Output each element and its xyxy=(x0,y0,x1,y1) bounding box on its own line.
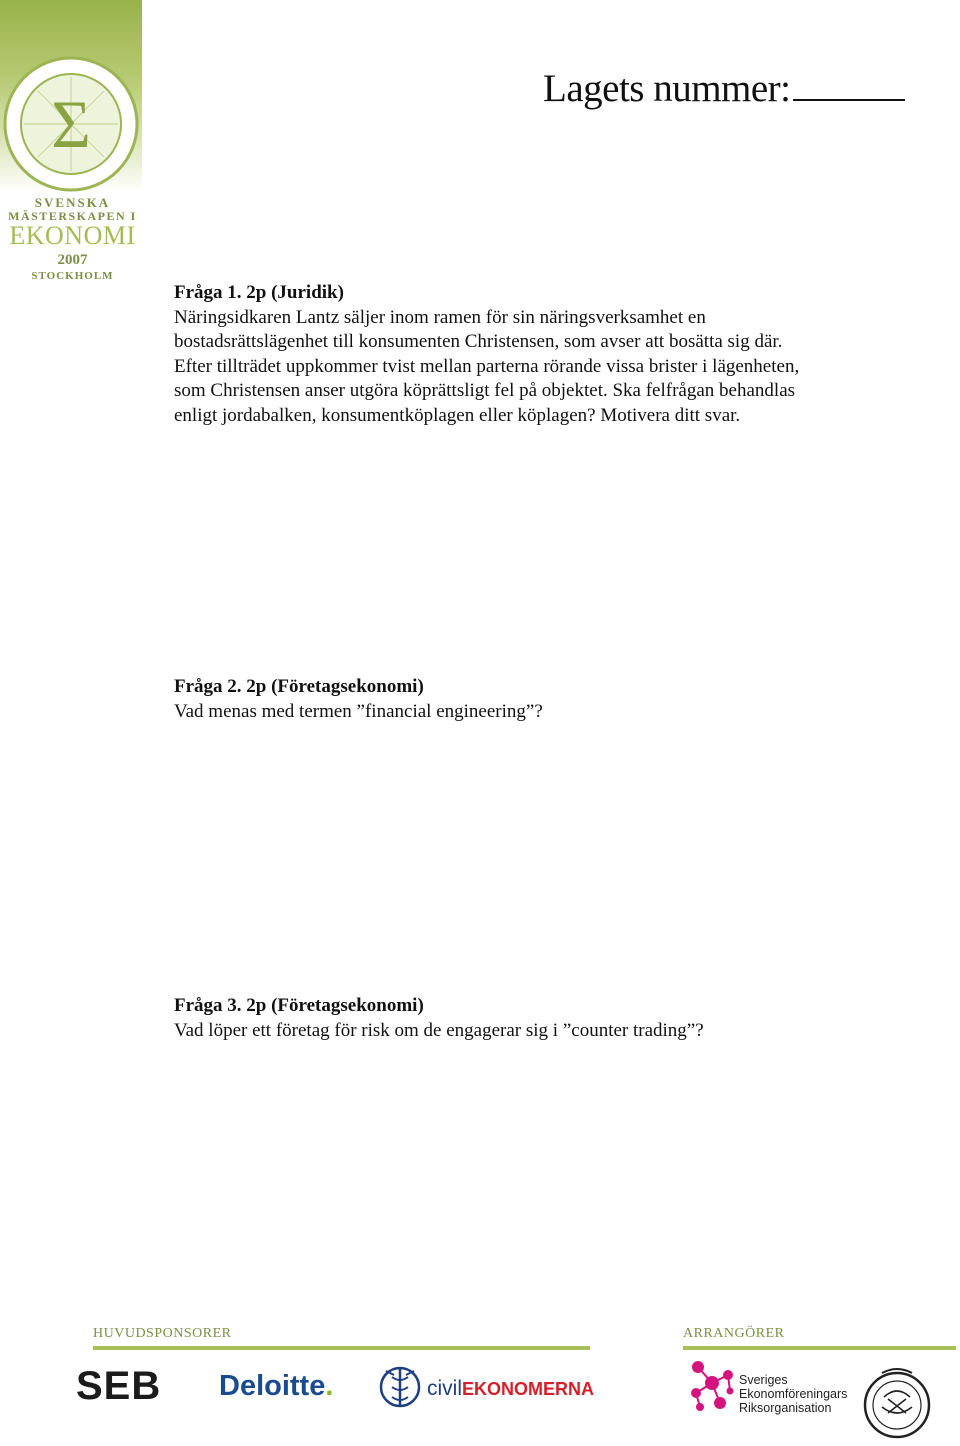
question-3 xyxy=(174,994,934,1043)
sef-network-icon xyxy=(686,1357,736,1413)
team-number-blank-line[interactable] xyxy=(793,69,905,101)
sef-logo-text xyxy=(739,1373,847,1415)
question-text: Näringsidkaren Lantz säljer inom ramen för sin näringsverksamhet en bostadsrättslägenhet till konsumenten Christensen, som avser att bosätta sig där. Efter tillträdet uppkommer tvist mellan parterna rörande vissa brister i lägenheten, som Christensen anser utgöra köprättsligt fel på objektet. Ska felfrågan behandlas enligt jordabalken, konsumentköplagen eller köplagen? Motivera ditt svar. xyxy=(174,306,800,426)
logo-line-city: STOCKHOLM xyxy=(31,270,114,282)
organizers-divider xyxy=(683,1346,956,1350)
organizers-label: ARRANGÖRER xyxy=(683,1326,785,1341)
civil-wordmark: civil xyxy=(427,1377,462,1400)
sef-line-2: Ekonomföreningars xyxy=(739,1387,848,1401)
team-number-field xyxy=(543,66,905,111)
organizer-seal-icon xyxy=(862,1363,932,1441)
deloitte-wordmark: Deloitte xyxy=(219,1370,326,1402)
competition-seal-logo xyxy=(2,55,140,193)
question-title: Fråga 2. 2p (Företagsekonomi) xyxy=(174,676,424,697)
ekonomerna-wordmark: EKONOMERNA xyxy=(462,1379,595,1399)
question-title: Fråga 3. 2p (Företagsekonomi) xyxy=(174,995,424,1016)
question-1 xyxy=(174,281,934,428)
question-text: Vad löper ett företag för risk om de engagerar sig i ”counter trading”? xyxy=(174,1019,704,1041)
logo-line-ekonomi: EKONOMI xyxy=(9,221,136,250)
svg-text:Σ: Σ xyxy=(51,86,91,162)
deloitte-dot: . xyxy=(325,1370,334,1402)
question-2 xyxy=(174,675,934,724)
main-sponsors-divider xyxy=(93,1346,590,1350)
team-number-label: Lagets nummer: xyxy=(543,67,791,110)
logo-line-masterskapen: MÄSTERSKAPEN I xyxy=(8,209,137,223)
deloitte-logo xyxy=(219,1370,333,1403)
seb-logo: SEB xyxy=(76,1364,162,1408)
logo-line-year: 2007 xyxy=(57,252,88,268)
civilekonomerna-emblem-icon xyxy=(378,1363,422,1409)
sef-line-3: Riksorganisation xyxy=(739,1401,832,1415)
question-text: Vad menas med termen ”financial engineering”? xyxy=(174,700,543,722)
logo-wordmark xyxy=(0,196,145,283)
main-sponsors-label: HUVUDSPONSORER xyxy=(93,1326,232,1341)
sef-line-1: Sveriges xyxy=(739,1373,788,1387)
question-title: Fråga 1. 2p (Juridik) xyxy=(174,282,344,303)
logo-line-svenska: SVENSKA xyxy=(34,195,111,210)
civilekonomerna-logo xyxy=(427,1377,594,1401)
